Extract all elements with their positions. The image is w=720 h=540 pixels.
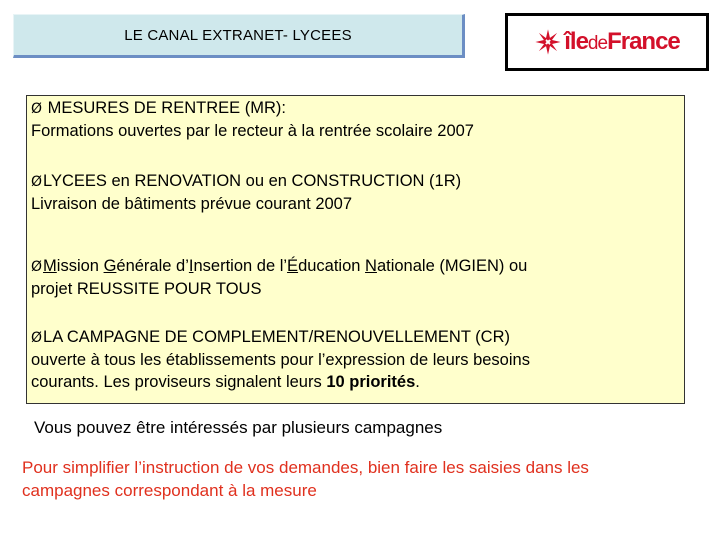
footer-line: Pour simplifier l’instruction de vos demandes, bien faire les saisies dans les	[22, 458, 589, 477]
item-heading: LYCEES en RENOVATION ou en CONSTRUCTION (1R)	[43, 172, 462, 190]
logo-inner	[534, 28, 680, 56]
item-line	[31, 326, 530, 349]
priorities-emphasis: 10 priorités	[326, 373, 416, 391]
item-mgien	[31, 255, 527, 300]
page-title-text: LE CANAL EXTRANET- LYCEES	[124, 26, 352, 44]
item-line	[31, 97, 474, 120]
heading-segment: énérale d’	[116, 257, 189, 275]
line-text: .	[415, 373, 420, 391]
acronym-letter: I	[188, 257, 194, 275]
item-line: ouverte à tous les établissements pour l’expression de leurs besoins	[31, 351, 530, 369]
acronym-letter: N	[365, 257, 377, 275]
instruction-footer	[22, 456, 702, 502]
acronym-letter: G	[103, 257, 117, 275]
item-line: Livraison de bâtiments prévue courant 2007	[31, 195, 353, 213]
arrow-bullet-icon: Ø	[31, 174, 43, 190]
heading-segment: nsertion de l’	[193, 257, 288, 275]
line-text: courants. Les proviseurs signalent leurs	[31, 373, 327, 391]
logo-text-de: de	[587, 33, 608, 54]
footer-line: campagnes correspondant à la mesure	[22, 481, 317, 500]
item-line: projet REUSSITE POUR TOUS	[31, 280, 262, 298]
acronym-letter: É	[287, 257, 299, 275]
item-campagne-cr	[31, 326, 530, 393]
measures-box	[26, 95, 685, 404]
arrow-bullet-icon: Ø	[31, 101, 43, 117]
heading-segment: ducation	[298, 257, 366, 275]
star-logo-icon	[534, 28, 562, 56]
logo-text	[564, 28, 680, 56]
logo-text-ile: île	[564, 28, 588, 55]
item-mesures-rentree	[31, 97, 474, 142]
item-heading: LA CAMPAGNE DE COMPLEMENT/RENOUVELLEMENT (CR)	[43, 328, 511, 346]
arrow-bullet-icon: Ø	[31, 330, 43, 346]
item-line	[31, 170, 461, 193]
acronym-letter: M	[43, 257, 57, 275]
item-lycees-renovation	[31, 170, 461, 215]
item-line	[31, 371, 530, 393]
logo-text-france: France	[607, 28, 680, 55]
item-line	[31, 255, 527, 278]
heading-segment: ationale (MGIEN) ou	[376, 257, 528, 275]
item-line: Formations ouvertes par le recteur à la rentrée scolaire 2007	[31, 122, 474, 140]
iledefrance-logo	[505, 13, 709, 71]
item-heading: MESURES DE RENTREE (MR):	[43, 99, 286, 117]
campaigns-note: Vous pouvez être intéressés par plusieurs campagnes	[34, 418, 443, 437]
page-title	[13, 14, 465, 58]
heading-segment: ission	[56, 257, 104, 275]
arrow-bullet-icon: Ø	[31, 259, 43, 275]
